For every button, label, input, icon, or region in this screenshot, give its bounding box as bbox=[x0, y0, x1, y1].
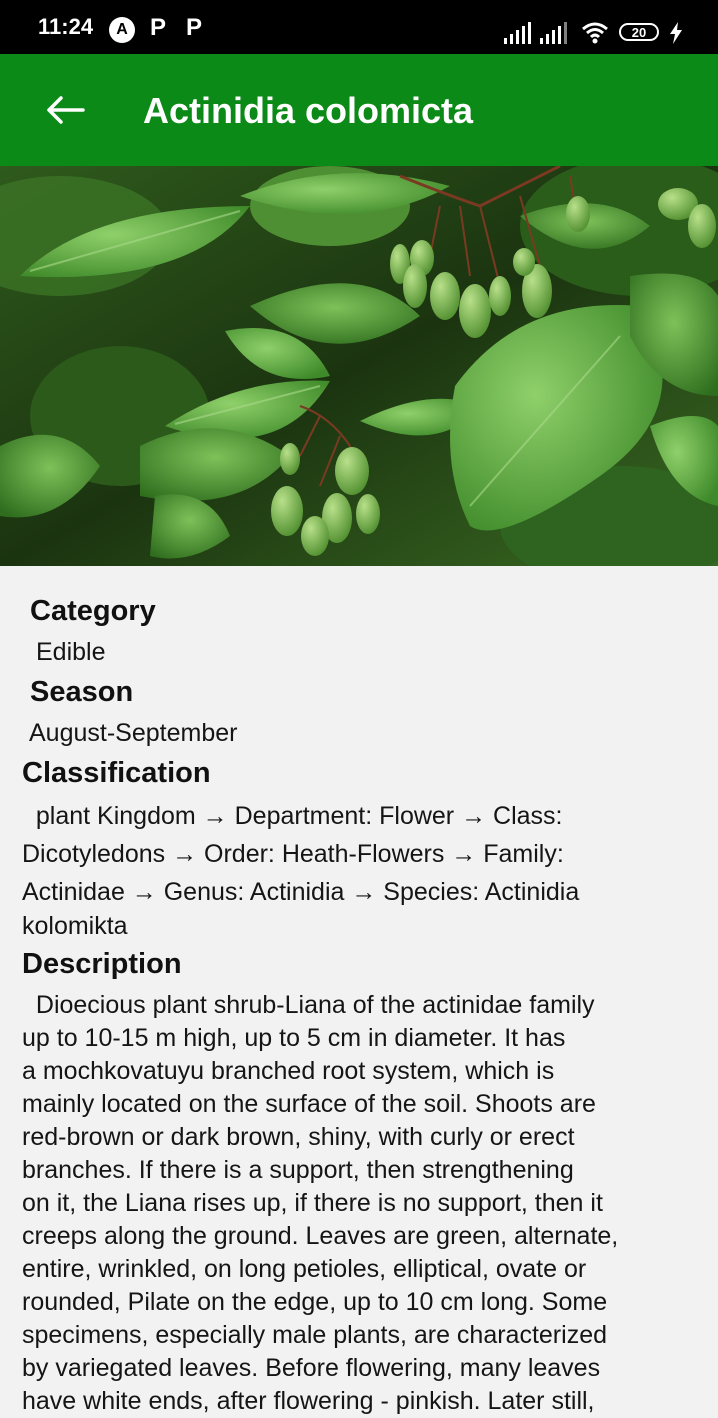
description-line: rounded, Pilate on the edge, up to 10 cm long. Some bbox=[22, 1288, 608, 1316]
notification-app-icon: P bbox=[185, 14, 202, 41]
wifi-icon bbox=[581, 20, 609, 44]
notification-app-icon: A bbox=[109, 17, 135, 43]
classification-line: Actinidae → Genus: Actinidia → Species: Actinidia bbox=[22, 878, 580, 906]
arrow-left-icon bbox=[45, 95, 85, 125]
page-title: Actinidia colomicta bbox=[143, 90, 474, 131]
status-time: 11:24 bbox=[38, 14, 94, 39]
description-text bbox=[22, 989, 694, 1418]
classification-line: Dicotyledons → Order: Heath-Flowers → Family: bbox=[22, 840, 564, 868]
description-line: creeps along the ground. Leaves are green, alternate, bbox=[22, 1222, 619, 1250]
description-line: Dioecious plant shrub-Liana of the actinidae family bbox=[22, 991, 595, 1019]
category-value: Edible bbox=[36, 638, 106, 666]
charging-icon bbox=[669, 22, 683, 44]
battery-icon: 20 bbox=[619, 23, 659, 41]
description-line: on it, the Liana rises up, if there is no support, then it bbox=[22, 1189, 603, 1217]
description-line: by variegated leaves. Before flowering, many leaves bbox=[22, 1354, 601, 1382]
status-bar bbox=[0, 0, 718, 54]
description-line: specimens, especially male plants, are characterized bbox=[22, 1321, 607, 1349]
classification-text bbox=[22, 797, 694, 941]
description-line: entire, wrinkled, on long petioles, elliptical, ovate or bbox=[22, 1255, 587, 1283]
description-line: mainly located on the surface of the soil. Shoots are bbox=[22, 1090, 596, 1118]
classification-line: kolomikta bbox=[22, 912, 128, 940]
notification-app-icon: P bbox=[149, 14, 166, 41]
classification-heading: Classification bbox=[22, 757, 211, 789]
description-line: branches. If there is a support, then strengthening bbox=[22, 1156, 574, 1184]
season-value: August-September bbox=[29, 719, 238, 747]
cell-signal-icon bbox=[540, 22, 570, 44]
description-line: have white ends, after flowering - pinkish. Later still, bbox=[22, 1387, 595, 1415]
description-line: a mochkovatuyu branched root system, which is bbox=[22, 1057, 555, 1085]
season-heading: Season bbox=[30, 676, 134, 708]
plant-photo-gallery[interactable] bbox=[0, 166, 718, 566]
cell-signal-icon bbox=[504, 22, 534, 44]
description-line: up to 10-15 m high, up to 5 cm in diameter. It has bbox=[22, 1024, 566, 1052]
description-line: red-brown or dark brown, shiny, with curly or erect bbox=[22, 1123, 575, 1151]
category-heading: Category bbox=[30, 595, 156, 627]
plant-photo bbox=[0, 166, 718, 566]
back-button[interactable] bbox=[30, 80, 100, 140]
app-bar bbox=[0, 54, 718, 166]
classification-line: plant Kingdom → Department: Flower → Class: bbox=[22, 802, 563, 830]
description-heading: Description bbox=[22, 948, 182, 980]
